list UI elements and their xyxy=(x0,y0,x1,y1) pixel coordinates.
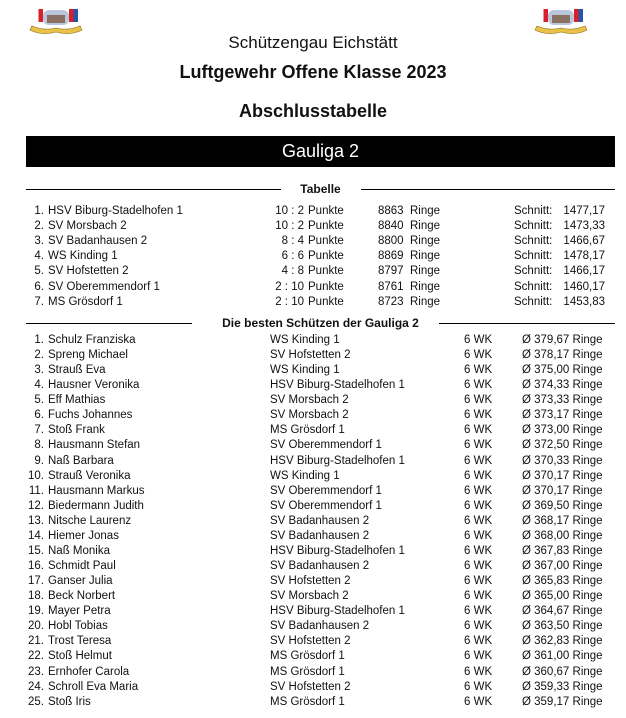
shooter-name: Ganser Julia xyxy=(48,575,113,588)
shooter-name: Hausner Veronika xyxy=(48,379,140,392)
rings-unit: Ringe xyxy=(410,295,441,308)
shooter-row xyxy=(0,499,626,514)
rank: 21. xyxy=(28,635,44,648)
shooter-row xyxy=(0,695,626,710)
rank: 6. xyxy=(34,280,44,293)
competitions: 6 WK xyxy=(464,665,493,678)
team-name: SV Badanhausen 2 xyxy=(48,235,148,248)
competitions: 6 WK xyxy=(464,364,493,377)
shooter-name: Mayer Petra xyxy=(48,605,111,618)
rank: 25. xyxy=(28,695,44,708)
rings-unit: Ringe xyxy=(410,220,441,233)
rank: 7. xyxy=(34,295,44,308)
standings-row xyxy=(0,219,626,234)
shooter-name: Hausmann Markus xyxy=(48,484,145,497)
avg-label: Schnitt: xyxy=(514,235,553,248)
shooter-row xyxy=(0,634,626,649)
standings-row xyxy=(0,234,626,249)
standings-row xyxy=(0,204,626,219)
avg-rings: Ø 374,33 Ringe xyxy=(522,379,603,392)
competitions: 6 WK xyxy=(464,454,493,467)
rank: 2. xyxy=(34,220,44,233)
avg-label: Schnitt: xyxy=(514,250,553,263)
rank: 23. xyxy=(28,665,44,678)
shooter-name: Stoß Frank xyxy=(48,424,105,437)
competitions: 6 WK xyxy=(464,424,493,437)
rings: 8840 xyxy=(378,220,404,233)
avg-value: 1460,17 xyxy=(563,280,605,293)
avg-rings: Ø 375,00 Ringe xyxy=(522,364,603,377)
avg-rings: Ø 361,00 Ringe xyxy=(522,650,603,663)
points-unit: Punkte xyxy=(308,205,344,217)
shooter-row xyxy=(0,438,626,453)
shooter-team: MS Grösdorf 1 xyxy=(270,695,345,708)
shooter-name: Strauß Eva xyxy=(48,364,106,377)
avg-rings: Ø 363,50 Ringe xyxy=(522,620,603,633)
shooter-row xyxy=(0,680,626,695)
shooter-team: SV Hofstetten 2 xyxy=(270,635,351,648)
avg-rings: Ø 367,83 Ringe xyxy=(522,544,603,557)
avg-rings: Ø 373,00 Ringe xyxy=(522,424,603,437)
shooter-team: SV Morsbach 2 xyxy=(270,590,349,603)
shooter-row xyxy=(0,514,626,529)
avg-rings: Ø 368,17 Ringe xyxy=(522,514,603,527)
shooter-team: SV Hofstetten 2 xyxy=(270,680,351,693)
points: 6 : 6 xyxy=(281,250,304,263)
shooter-team: SV Oberemmendorf 1 xyxy=(270,484,382,497)
shooter-name: Stoß Helmut xyxy=(48,650,112,663)
shooter-team: SV Hofstetten 2 xyxy=(270,349,351,362)
competitions: 6 WK xyxy=(464,394,493,407)
document-title: Abschlusstabelle xyxy=(238,101,388,121)
competitions: 6 WK xyxy=(464,560,493,573)
shooter-team: SV Badanhausen 2 xyxy=(270,529,370,542)
avg-rings: Ø 379,67 Ringe xyxy=(522,334,603,346)
rank: 17. xyxy=(28,575,44,588)
shooter-team: SV Morsbach 2 xyxy=(270,409,349,422)
shooter-row xyxy=(0,408,626,423)
shooter-name: Trost Teresa xyxy=(48,635,112,648)
avg-rings: Ø 372,50 Ringe xyxy=(522,439,603,452)
shooter-row xyxy=(0,333,626,348)
rank: 4. xyxy=(34,250,44,263)
shooter-row xyxy=(0,589,626,604)
shooter-row xyxy=(0,469,626,484)
shooter-team: SV Oberemmendorf 1 xyxy=(270,439,382,452)
shooter-team: MS Grösdorf 1 xyxy=(270,650,345,663)
shooter-row xyxy=(0,619,626,634)
rank: 9. xyxy=(34,454,44,467)
points-unit: Punkte xyxy=(308,295,344,308)
avg-rings: Ø 370,17 Ringe xyxy=(522,484,603,497)
competitions: 6 WK xyxy=(464,620,493,633)
standings-row xyxy=(0,295,626,310)
competitions: 6 WK xyxy=(464,349,493,362)
competitions: 6 WK xyxy=(464,605,493,618)
avg-rings: Ø 360,67 Ringe xyxy=(522,665,603,678)
shooter-row xyxy=(0,454,626,469)
rings: 8797 xyxy=(378,265,404,278)
team-name: SV Morsbach 2 xyxy=(48,220,127,233)
points-unit: Punkte xyxy=(308,280,344,293)
team-name: MS Grösdorf 1 xyxy=(48,295,123,308)
points: 10 : 2 xyxy=(275,220,304,233)
rank: 3. xyxy=(34,364,44,377)
rank: 5. xyxy=(34,265,44,278)
points-unit: Punkte xyxy=(308,250,344,263)
shooter-team: SV Hofstetten 2 xyxy=(270,575,351,588)
rank: 14. xyxy=(28,529,44,542)
table-section-header xyxy=(26,182,615,196)
shooter-name: Eff Mathias xyxy=(48,394,106,407)
rank: 18. xyxy=(28,590,44,603)
shooter-team: WS Kinding 1 xyxy=(270,364,340,377)
avg-rings: Ø 378,17 Ringe xyxy=(522,349,603,362)
avg-label: Schnitt: xyxy=(514,295,553,308)
shooter-team: HSV Biburg-Stadelhofen 1 xyxy=(270,605,405,618)
shooter-name: Biedermann Judith xyxy=(48,499,144,512)
rings: 8863 xyxy=(378,205,404,217)
standings-row xyxy=(0,264,626,279)
shooter-row xyxy=(0,649,626,664)
avg-value: 1473,33 xyxy=(563,220,605,233)
shooter-team: SV Badanhausen 2 xyxy=(270,560,370,573)
shooter-team: HSV Biburg-Stadelhofen 1 xyxy=(270,379,405,392)
points-unit: Punkte xyxy=(308,235,344,248)
avg-rings: Ø 362,83 Ringe xyxy=(522,635,603,648)
avg-value: 1453,83 xyxy=(563,295,605,308)
avg-label: Schnitt: xyxy=(514,280,553,293)
competitions: 6 WK xyxy=(464,484,493,497)
rank: 16. xyxy=(28,560,44,573)
team-name: SV Hofstetten 2 xyxy=(48,265,129,278)
shooter-row xyxy=(0,378,626,393)
competitions: 6 WK xyxy=(464,680,493,693)
avg-value: 1477,17 xyxy=(563,205,605,217)
organization-title: Schützengau Eichstätt xyxy=(228,33,398,52)
rings: 8800 xyxy=(378,235,404,248)
points: 2 : 10 xyxy=(275,280,304,293)
avg-rings: Ø 359,17 Ringe xyxy=(522,695,603,708)
competitions: 6 WK xyxy=(464,379,493,392)
avg-rings: Ø 367,00 Ringe xyxy=(522,560,603,573)
rank: 11. xyxy=(28,484,44,497)
rings: 8761 xyxy=(378,280,404,293)
avg-rings: Ø 373,17 Ringe xyxy=(522,409,603,422)
shooter-row xyxy=(0,604,626,619)
shooter-name: Hausmann Stefan xyxy=(48,439,141,452)
points: 4 : 8 xyxy=(281,265,304,278)
shooters-section-title: Die besten Schützen der Gauliga 2 xyxy=(222,316,419,330)
rank: 20. xyxy=(28,620,44,633)
rank: 3. xyxy=(34,235,44,248)
competitions: 6 WK xyxy=(464,409,493,422)
shooter-name: Strauß Veronika xyxy=(48,469,131,482)
avg-rings: Ø 368,00 Ringe xyxy=(522,529,603,542)
rings-unit: Ringe xyxy=(410,265,441,278)
league-banner: Gauliga 2 xyxy=(26,136,615,167)
shooter-name: Hiemer Jonas xyxy=(48,529,119,542)
avg-label: Schnitt: xyxy=(514,220,553,233)
points: 2 : 10 xyxy=(275,295,304,308)
standings-row xyxy=(0,249,626,264)
rank: 2. xyxy=(34,349,44,362)
shooter-name: Beck Norbert xyxy=(48,590,116,603)
shooter-name: Hobl Tobias xyxy=(48,620,108,633)
points-unit: Punkte xyxy=(308,265,344,278)
standings-row xyxy=(0,280,626,295)
shooter-name: Ernhofer Carola xyxy=(48,665,130,678)
competitions: 6 WK xyxy=(464,499,493,512)
shooter-row xyxy=(0,348,626,363)
competitions: 6 WK xyxy=(464,544,493,557)
shooter-row xyxy=(0,665,626,680)
shooter-team: MS Grösdorf 1 xyxy=(270,424,345,437)
shooter-team: HSV Biburg-Stadelhofen 1 xyxy=(270,544,405,557)
shooter-team: HSV Biburg-Stadelhofen 1 xyxy=(270,454,405,467)
rank: 1. xyxy=(34,334,44,346)
shooter-row xyxy=(0,423,626,438)
avg-value: 1466,17 xyxy=(563,265,605,278)
competitions: 6 WK xyxy=(464,590,493,603)
avg-rings: Ø 365,00 Ringe xyxy=(522,590,603,603)
avg-value: 1466,67 xyxy=(563,235,605,248)
shooter-name: Naß Barbara xyxy=(48,454,114,467)
rings-unit: Ringe xyxy=(410,205,441,217)
rank: 19. xyxy=(28,605,44,618)
rank: 13. xyxy=(28,514,44,527)
competitions: 6 WK xyxy=(464,529,493,542)
points: 8 : 4 xyxy=(281,235,304,248)
avg-rings: Ø 364,67 Ringe xyxy=(522,605,603,618)
rank: 22. xyxy=(28,650,44,663)
shooter-name: Stoß Iris xyxy=(48,695,91,708)
shooter-team: WS Kinding 1 xyxy=(270,334,340,346)
team-name: SV Oberemmendorf 1 xyxy=(48,280,160,293)
competitions: 6 WK xyxy=(464,575,493,588)
shooter-name: Naß Monika xyxy=(48,544,110,557)
team-name: HSV Biburg-Stadelhofen 1 xyxy=(48,205,183,217)
shooter-row xyxy=(0,529,626,544)
shooter-row xyxy=(0,544,626,559)
shooter-row xyxy=(0,574,626,589)
rank: 5. xyxy=(34,394,44,407)
shooter-team: SV Badanhausen 2 xyxy=(270,620,370,633)
avg-rings: Ø 359,33 Ringe xyxy=(522,680,603,693)
rings: 8869 xyxy=(378,250,404,263)
shooter-name: Schmidt Paul xyxy=(48,560,116,573)
competition-title: Luftgewehr Offene Klasse 2023 xyxy=(179,62,447,82)
rank: 1. xyxy=(34,205,44,217)
table-section-title: Tabelle xyxy=(300,182,341,196)
avg-rings: Ø 369,50 Ringe xyxy=(522,499,603,512)
avg-label: Schnitt: xyxy=(514,265,553,278)
shooter-name: Spreng Michael xyxy=(48,349,128,362)
rings-unit: Ringe xyxy=(410,280,441,293)
team-name: WS Kinding 1 xyxy=(48,250,118,263)
rank: 6. xyxy=(34,409,44,422)
shooter-team: SV Oberemmendorf 1 xyxy=(270,499,382,512)
shooter-name: Fuchs Johannes xyxy=(48,409,133,422)
shooter-row xyxy=(0,559,626,574)
avg-rings: Ø 365,83 Ringe xyxy=(522,575,603,588)
competitions: 6 WK xyxy=(464,469,493,482)
rank: 12. xyxy=(28,499,44,512)
rank: 24. xyxy=(28,680,44,693)
avg-rings: Ø 370,33 Ringe xyxy=(522,454,603,467)
shooter-team: SV Morsbach 2 xyxy=(270,394,349,407)
rings-unit: Ringe xyxy=(410,235,441,248)
shooter-name: Schroll Eva Maria xyxy=(48,680,139,693)
shooter-team: SV Badanhausen 2 xyxy=(270,514,370,527)
crest-logo-right xyxy=(533,4,589,36)
avg-rings: Ø 370,17 Ringe xyxy=(522,469,603,482)
rank: 15. xyxy=(28,544,44,557)
rank: 8. xyxy=(34,439,44,452)
competitions: 6 WK xyxy=(464,635,493,648)
shooter-team: WS Kinding 1 xyxy=(270,469,340,482)
competitions: 6 WK xyxy=(464,514,493,527)
points: 10 : 2 xyxy=(275,205,304,217)
shooters-section-header xyxy=(26,316,615,330)
rank: 7. xyxy=(34,424,44,437)
rank: 4. xyxy=(34,379,44,392)
avg-value: 1478,17 xyxy=(563,250,605,263)
competitions: 6 WK xyxy=(464,650,493,663)
shooter-name: Schulz Franziska xyxy=(48,334,136,346)
competitions: 6 WK xyxy=(464,695,493,708)
points-unit: Punkte xyxy=(308,220,344,233)
competitions: 6 WK xyxy=(464,439,493,452)
rings-unit: Ringe xyxy=(410,250,441,263)
competitions: 6 WK xyxy=(464,334,493,346)
shooter-row xyxy=(0,484,626,499)
crest-logo-left xyxy=(28,4,84,36)
shooter-row xyxy=(0,363,626,378)
shooter-name: Nitsche Laurenz xyxy=(48,514,132,527)
shooter-row xyxy=(0,393,626,408)
rings: 8723 xyxy=(378,295,404,308)
rank: 10. xyxy=(28,469,44,482)
avg-label: Schnitt: xyxy=(514,205,553,217)
avg-rings: Ø 373,33 Ringe xyxy=(522,394,603,407)
shooter-team: MS Grösdorf 1 xyxy=(270,665,345,678)
